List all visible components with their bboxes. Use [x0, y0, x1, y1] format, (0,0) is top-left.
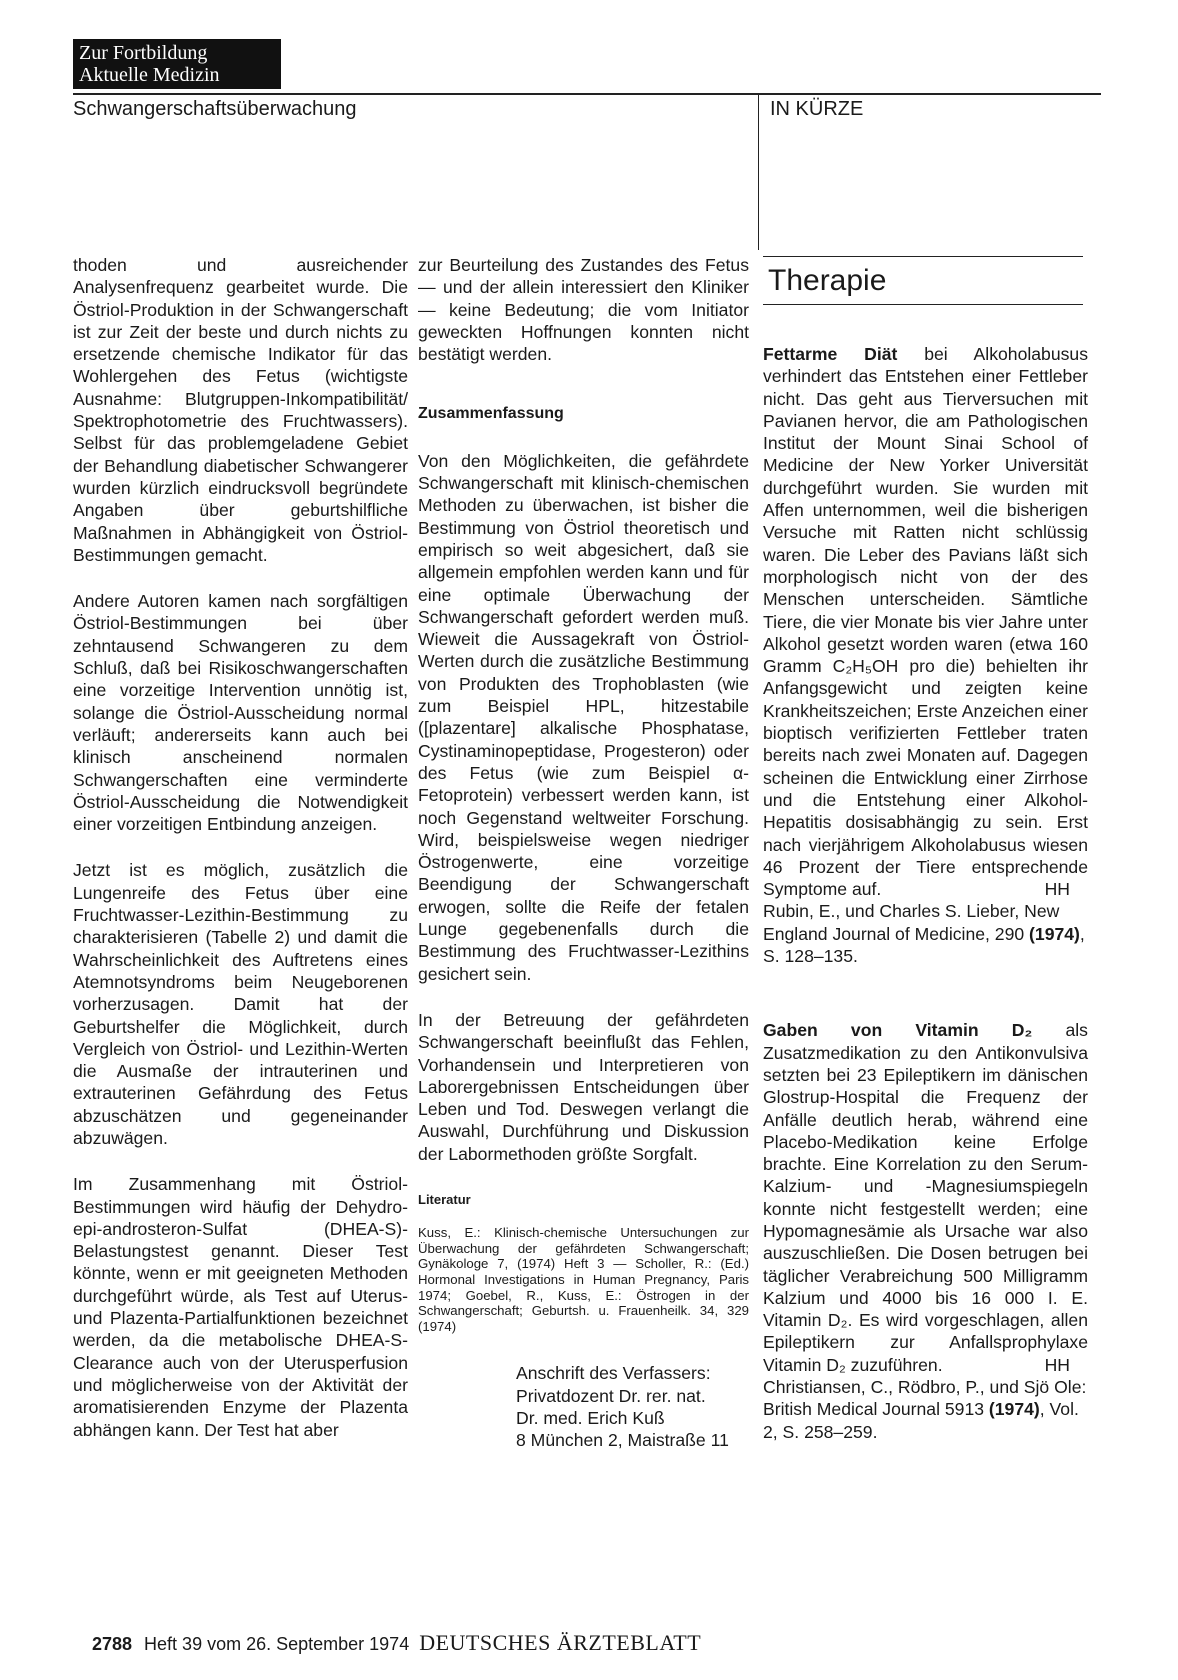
item-initials: HH: [1044, 879, 1070, 900]
section-title: Therapie: [768, 264, 887, 297]
paragraph: zur Beurteilung des Zustandes des Fetus — und der allein interessiert den Kliniker — keine Bedeutung; die vom Initiator geweckten Hoffnungen konnten nicht bestätigt werden.: [418, 255, 749, 365]
address-line: Anschrift des Verfassers:: [516, 1363, 711, 1384]
reference-year: (1974): [1029, 923, 1080, 944]
journal-name: DEUTSCHES ÄRZTEBLATT: [419, 1630, 702, 1655]
address-line: 8 München 2, Maistraße 11: [516, 1430, 729, 1451]
header-rule: [73, 93, 1101, 95]
therapie-rule-top: [763, 256, 1083, 257]
address-line: Dr. med. Erich Kuß: [516, 1408, 665, 1429]
item-reference: [763, 1376, 1088, 1443]
running-head-right: IN KÜRZE: [770, 98, 864, 120]
literature-heading: Literatur: [418, 1191, 471, 1207]
badge-line-1: Zur Fortbildung: [79, 42, 208, 64]
paragraph: Jetzt ist es möglich, zusätzlich die Lungenreife des Fetus über eine Fruchtwasser-Lezithin-Bestimmung zu charakterisieren (Tabelle 2) und damit die Wahrscheinlichkeit des Auftretens eines Atemnotsyndroms beim Neugeborenen vorherzusagen. Damit hat der Geburtshelfer die Möglichkeit, durch Vergleich von Östriol- und Lezithin-Werten die Ausmaße der intrauterinen und extrauterinen Gefährdung des Fetus abzuschätzen und gegeneinander abzuwägen.: [73, 860, 408, 1148]
therapie-rule-bottom: [763, 304, 1083, 305]
reference-text: Rubin, E., und Charles S. Lieber, New England Journal of Medicine, 290: [763, 901, 1060, 944]
item-text: als Zusatzmedikation zu den Antikonvulsiva setzten bei 23 Epileptikern im dänischen Glostrup-Hospital die Frequenz der Anfälle deutlich herab, während eine Placebo-Medikation keine Erfolge brachte. Eine Korrelation zu den Serum-Kalzium- und -Magnesiumspiegeln konnte nicht festgestellt werden; eine Hypomagnesämie als Ursache war also auszuschließen. Die Dosen betrugen bei täglicher Verabreichung 500 Milligramm Kalzium und 4000 bis 16 000 I. E. Vitamin D₂. Es wird vorgeschlagen, allen Epileptikern zur Anfallsprophylaxe Vitamin D₂ zuzuführen.: [763, 1020, 1088, 1375]
reference-pages: , Vol. 2, S. 258–259.: [763, 1399, 1079, 1442]
paragraph: In der Betreuung der gefährdeten Schwangerschaft beeinflußt das Fehlen, Vorhandensein und Interpretieren von Laborergebnissen Entscheidungen über Leben und Tod. Deswegen verlangt die Auswahl, Durchführung und Diskussion der Labormethoden größte Sorgfalt.: [418, 1009, 749, 1164]
literature-text: Kuss, E.: Klinisch-chemische Untersuchungen zur Überwachung der gefährdeten Schwangerschaft; Gynäkologe 7, (1974) Heft 3 — Scholler, R.: (Ed.) Hormonal Investigations in Human Pregnancy, Paris 1974; Goebel, R., Kuss, E.: Östrogen in der Schwangerschaft; Geburtsh. u. Frauenheilk. 34, 329 (1974): [418, 1225, 749, 1334]
item-text: bei Alkoholabusus verhindert das Entstehen einer Fettleber nicht. Das geht aus Tierversuchen mit Pavianen hervor, die am Pathologischen Institut der Mount Sinai School of Medicine der New Yorker Universität durchgeführt wurden. Sie wurden mit Affen unternommen, weil die bisherigen Versuche mit Ratten nicht schlüssig waren. Die Leber des Pavians läßt sich morphologisch nicht von der des Menschen unterscheiden. Sämtliche Tiere, die vier Monate bis vier Jahre unter Alkohol gesetzt worden waren (etwa 160 Gramm C₂H₅OH pro die) behielten ihr Anfangsgewicht und zeigten keine Krankheitszeichen; Erste Anzeichen einer bioptisch verifizierten Fettleber traten bereits nach zwei Monaten auf. Dagegen scheinen die Entwicklung einer Zirrhose und die Entstehung einer Alkohol-Hepatitis dosisabhängig zu sein. Erst nach vierjährigem Alkoholabusus wiesen 46 Prozent der Tiere entsprechende Symptome auf.: [763, 344, 1088, 900]
reference-pages: , S. 128–135.: [763, 923, 1085, 967]
summary-heading: Zusammenfassung: [418, 405, 564, 423]
item-initials: HH: [1044, 1354, 1070, 1375]
section-badge: [73, 39, 281, 89]
address-line: Privatdozent Dr. rer. nat.: [516, 1385, 706, 1406]
item-lead: Gaben von Vitamin D₂: [763, 1020, 1033, 1041]
paragraph: thoden und ausreichender Analysenfrequenz gearbeitet wurde. Die Östriol-Produktion in der Schwangerschaft ist zur Zeit der beste und durch nichts zu ersetzende chemische Indikator für das Wohlergehen des Fetus (wichtigste Ausnahme: Blutgruppen-Inkompatibilität/ Spektrophotometrie des Fruchtwassers). Selbst für das problemgeladene Gebiet der Behandlung diabetischer Schwangerer wurden kürzlich eindrucksvoll begründete Angaben über geburtshilfliche Maßnahmen in Abhängigkeit von Östriol-Bestimmungen gemacht.: [73, 255, 408, 565]
author-address: [516, 1362, 749, 1451]
news-item: [763, 343, 1088, 900]
paragraph: Im Zusammenhang mit Östriol-Bestimmungen wird häufig der Dehydro-epi-androsteron-Sulfat (DHEA-S)-Belastungstest genannt. Dieser Test könnte, wenn er mit geeigneten Methoden durchgeführt würde, als Test auf Uterus- und Plazenta-Partialfunktionen bezeichnet werden, da die metabolische DHEA-S-Clearance auch von der Uterusperfusion und möglicherweise von der Aktivität der aromatisierenden Enzyme der Plazenta abhängen kann. Der Test hat aber: [73, 1174, 408, 1440]
paragraph: Von den Möglichkeiten, die gefährdete Schwangerschaft mit klinisch-chemischen Methoden zu überwachen, ist bisher die Bestimmung von Östriol theoretisch und empirisch so weit abgesichert, daß sie allgemein empfohlen werden kann und für eine optimale Überwachung der Schwangerschaft gefordert werden muß. Wieweit die Aussagekraft von Östriol-Werten durch die zusätzliche Bestimmung von Produkten des Trophoblasten (wie zum Beispiel HPL, hitzestabile ([plazentare] alkalische Phosphatase, Cystinaminopeptidase, Progesteron) oder des Fetus (wie zum Beispiel α-Fetoprotein) verbessert werden kann, ist noch Gegenstand weltweiter Forschung. Wird, beispielsweise wegen niedriger Östrogenwerte, eine vorzeitige Beendigung der Schwangerschaft erwogen, sollte die Reife der fetalen Lunge gegebenenfalls durch die Bestimmung des Fruchtwasser-Lezithins gesichert sein.: [418, 450, 749, 984]
column-2: [418, 254, 749, 1452]
page-footer: [92, 1630, 701, 1656]
column-divider: [758, 95, 759, 250]
issue-info: Heft 39 vom 26. September 1974: [144, 1634, 410, 1654]
column-1: [73, 254, 408, 1441]
column-3: [763, 343, 1088, 1443]
item-reference: [763, 900, 1088, 967]
item-lead: Fettarme Diät: [763, 344, 898, 364]
news-item: [763, 1019, 1088, 1376]
reference-year: (1974): [988, 1399, 1040, 1420]
paragraph: Andere Autoren kamen nach sorgfältigen Östriol-Bestimmungen bei über zehntausend Schwangeren zu dem Schluß, daß bei Risikoschwangerschaften eine vorzeitige Intervention unnötig ist, solange die Östriol-Ausscheidung normal verläuft; andererseits kann auch bei klinisch anscheinend normalen Schwangerschaften eine verminderte Östriol-Ausscheidung die Notwendigkeit einer vorzeitigen Entbindung anzeigen.: [73, 591, 408, 835]
badge-line-2: Aktuelle Medizin: [79, 64, 220, 86]
running-head-left: Schwangerschaftsüberwachung: [73, 98, 357, 120]
reference-text: Christiansen, C., Rödbro, P., und Sjö Ole: British Medical Journal 5913: [763, 1377, 1087, 1420]
page-number: 2788: [92, 1634, 133, 1654]
